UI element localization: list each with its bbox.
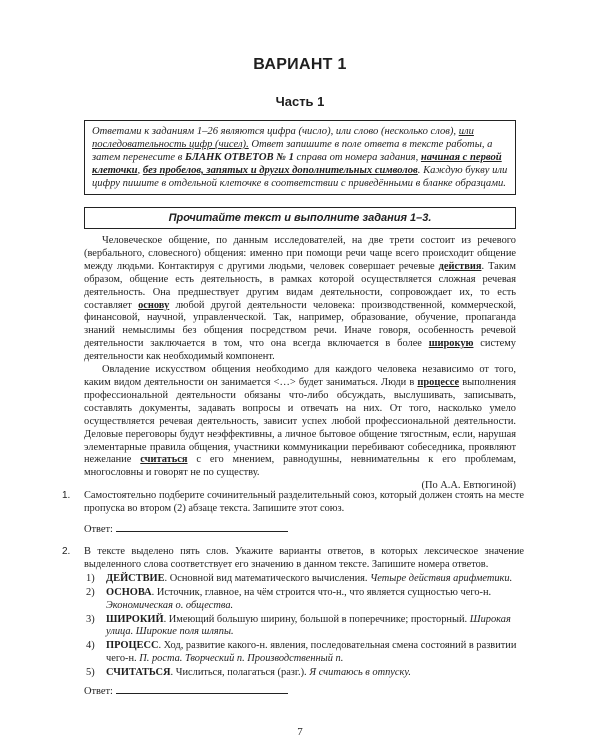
task-2 [62,546,524,699]
task-text: В тексте выделено пять слов. Укажите варианты ответов, в которых лексическое значение выделенного слова соответствует его значению в данном тексте. Запишите номера ответов. [84,546,524,570]
option-word: ШИРОКИЙ [106,613,164,625]
text-fragment: с его мнением, равнодушны, невнимательны к его проблемам, многословны и говорят не по существу. [84,454,516,479]
option-1 [84,573,524,586]
text-fragment: любой другой деятельности человека: производственной, коммерческой, финансовой, научной, управленческой. Так, например, образование, обучение, пропаганда знаний немыслимы без общения посредством речи. Иначе говоря, особенность речевой деятельности заключается в том, что она всегда включается в более [84,299,516,350]
highlighted-word-4: процессе [417,376,460,388]
option-word: СЧИТАТЬСЯ [106,667,171,679]
instructions-text: справа от номера задания, [293,152,421,163]
option-word: ОСНОВА [106,586,152,598]
read-text-heading: Прочитайте текст и выполните задания 1–3. [84,207,516,229]
option-number: 2) [86,586,95,598]
instructions-emphasis: без пробелов, запятых и других дополнительных символов [142,165,418,176]
text-fragment: выполнения профессиональной деятельности обязаны что-либо обсуждать, выслушивать, записывать, составлять документы, задавать вопросы и отвечать на них. От того, насколько умело осуществляется речевая деятельность, зависит успех любой профессиональной деятельности. Деловые переговоры будут неэффективны, а личное бытовое общение тягостным, если, нарушая элементарные правила общения, участники коммуникации перебивают собеседника, проявляют нежелание [84,376,516,466]
option-definition: . Числиться, полагаться (разг.). [170,667,310,679]
option-definition: . Имеющий большую ширину, большой в поперечнике; просторный. [163,613,470,625]
option-number: 4) [86,640,95,652]
task-1 [62,490,524,537]
option-example: Широкая улица. Широкие поля шляпы. [106,613,511,638]
instructions-text: Ответ запишите в поле ответа в тексте работы, а затем перенесите в [92,139,493,163]
highlighted-word-2: основу [138,299,170,311]
answer-label: Ответ: [84,686,113,698]
highlighted-word-5: считаться [140,454,188,466]
text-fragment: . Таким образом, общение есть деятельность, в рамках которой осуществляется сложная речевая деятельность. Она предшествует другим видам деятельности, сопровождает их, то есть составляет [84,260,516,311]
option-definition: . Источник, главное, на чём строится что-н., что является сущностью чего-н. [151,586,492,598]
page-number: 7 [297,726,303,738]
instructions-text: Ответами к заданиям 1–26 являются цифра (число), или слово (несколько слов), [92,126,459,137]
author-attribution: (По А.А. Евтюгиной) [421,480,516,492]
option-4 [84,640,524,666]
option-example: Экономическая о. общества. [106,599,234,611]
instructions-text: . Каждую букву или цифру пишите в отдельной клеточке в соответствии с приведёнными в бланке образцами. [92,165,508,189]
instructions-underlined: или последовательность цифр (чисел). [92,126,474,150]
task-text: Самостоятельно подберите сочинительный разделительный союз, который должен стоять на месте пропуска во втором (2) абзаце текста. Запишите этот союз. [84,490,524,514]
highlighted-word-3: широкую [428,338,474,350]
instructions-box [84,120,516,195]
option-word: ДЕЙСТВИЕ [106,572,165,584]
text-fragment: Овладение искусством общения необходимо для каждого человека независимо от того, каким видом деятельности он занимается <…> будет заниматься. Люди в [84,364,516,388]
task-number: 2. [62,546,71,557]
answer-form-name: БЛАНК ОТВЕТОВ № 1 [185,152,294,163]
reading-text [84,235,516,493]
option-5 [84,667,524,680]
option-number: 3) [86,613,95,625]
option-2 [84,587,524,613]
text-fragment: систему деятельности как необходимый компонент. [84,338,517,363]
answer-row [84,684,524,699]
answer-field[interactable] [116,684,288,694]
highlighted-word-1: действия [438,260,482,272]
answer-row [84,522,524,537]
option-example: Четыре действия арифметики. [370,572,513,584]
text-fragment: Человеческое общение, по данным исследователей, на две трети состоит из речевого (вербального, словесного) общения: именно при помощи речи чаще всего происходит общение между людьми. Контактируя с другими людьми, человек совершает речевые [84,235,516,272]
answer-field[interactable] [116,522,288,532]
part-title: Часть 1 [275,94,325,109]
option-number: 5) [86,667,95,679]
option-3 [84,614,524,640]
task-number: 1. [62,490,71,501]
option-word: ПРОЦЕСС [106,640,159,652]
variant-title: ВАРИАНТ 1 [253,56,347,73]
option-example: Я считаюсь в отпуску. [309,667,411,679]
option-definition: . Основной вид математического вычисления. [164,572,371,584]
paragraph-2 [84,364,516,480]
answer-label: Ответ: [84,523,113,535]
instructions-emphasis: начиная с первой клеточки [92,152,502,176]
option-number: 1) [86,572,95,584]
instructions-text: , [137,165,143,176]
paragraph-1 [84,235,516,364]
options-list [84,573,524,680]
option-example: П. роста. Творческий п. Производственный п. [139,653,344,665]
option-definition: . Ход, развитие какого-н. явления, последовательная смена состояний в развитии чего-н. [106,640,517,665]
